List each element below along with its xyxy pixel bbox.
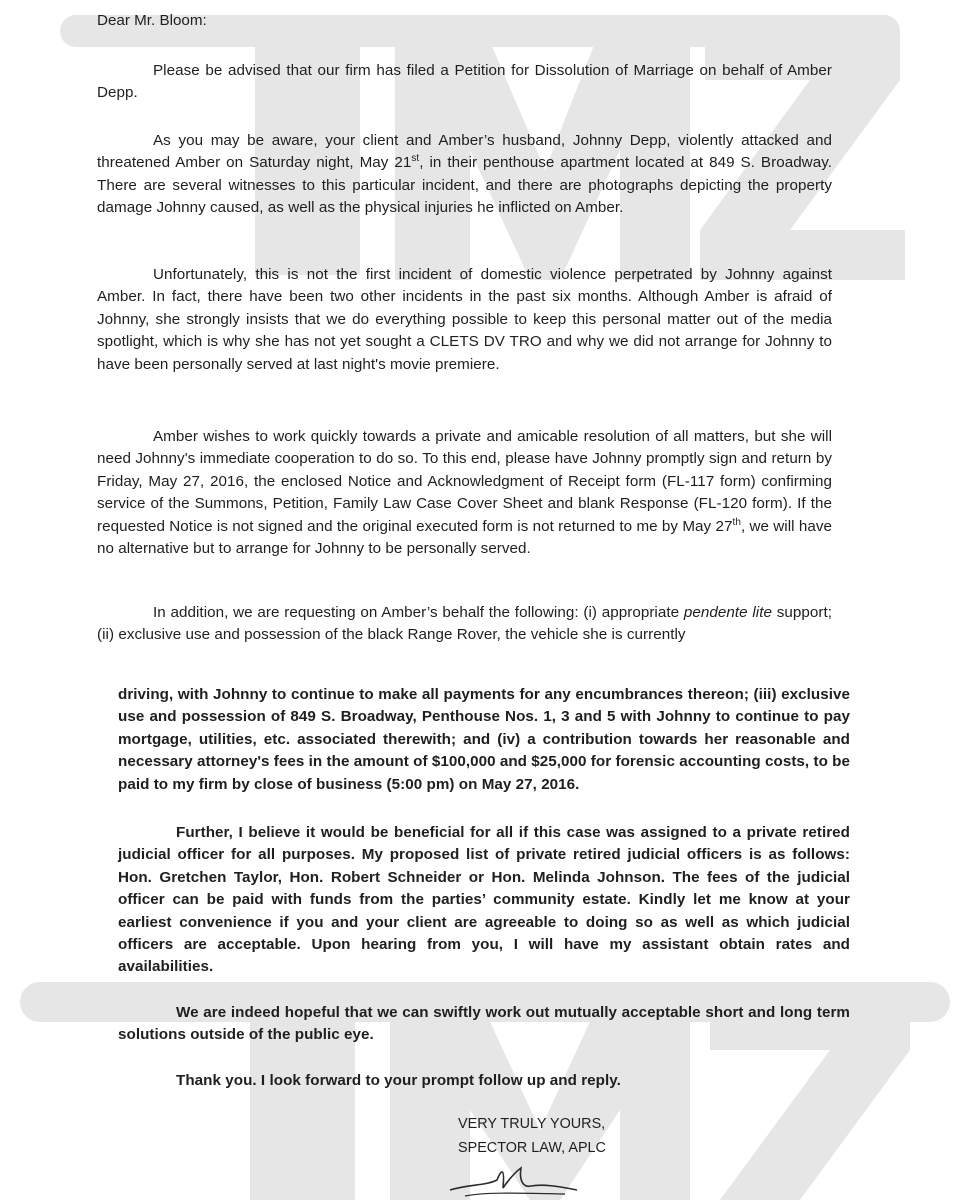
- paragraph-2-text-a: As you may be aware, your client and Amber’s husband, Johnny Depp, violently attacked and threatened Amber on Saturday night, May 21: [97, 132, 832, 172]
- paragraph-1-text: Please be advised that our firm has filed a Petition for Dissolution of Marriage on behalf of Amber Depp.: [97, 62, 832, 102]
- ordinal-suffix: st: [411, 153, 420, 165]
- paragraph-7: [118, 822, 850, 979]
- paragraph-4-text-b: , we will have no alternative but to arrange for Johnny to be personally served.: [97, 517, 832, 558]
- salutation: Dear Mr. Bloom:: [97, 12, 207, 29]
- paragraph-9: [118, 1070, 850, 1092]
- paragraph-4-text-a: Amber wishes to work quickly towards a private and amicable resolution of all matters, but she will need Johnny's immediate cooperation to do so. To this end, please have Johnny promptly sign and return by Friday, May 27, 2016, the enclosed Notice and Acknowledgment of Receipt form (FL-117 form) confirming service of the Summons, Petition, Family Law Case Cover Sheet and blank Response (FL-120 form). If the requested Notice is not signed and the original executed form is not returned to me by May 27: [97, 428, 832, 535]
- paragraph-8-text: We are indeed hopeful that we can swiftly work out mutually acceptable short and long term solutions outside of the public eye.: [118, 1004, 850, 1044]
- paragraph-4: [97, 426, 832, 560]
- paragraph-2-text-b: , in their penthouse apartment located at 849 S. Broadway. There are several witnesses to this particular incident, and there are photographs depicting the property damage Johnny caused, as well as the physical injuries he inflicted on Amber.: [97, 154, 832, 217]
- paragraph-3-text: Unfortunately, this is not the first incident of domestic violence perpetrated by Johnny against Amber. In fact, there have been two other incidents in the past six months. Although Amber is afraid of Johnny, she strongly insists that we do everything possible to keep this personal matter out of the media spotlight, which is why she has not yet sought a CLETS DV TRO and why we did not arrange for Johnny to have been personally served at last night's movie premiere.: [97, 266, 832, 373]
- signature-icon: [445, 1160, 585, 1200]
- paragraph-5: [97, 602, 832, 647]
- closing: VERY TRULY YOURS,: [458, 1116, 606, 1132]
- paragraph-5-italic: pendente lite: [683, 604, 772, 621]
- paragraph-9-text: Thank you. I look forward to your prompt follow up and reply.: [176, 1072, 621, 1089]
- paragraph-1: [97, 60, 832, 105]
- paragraph-5-text-a: In addition, we are requesting on Amber’s behalf the following: (i) appropriate: [153, 604, 684, 621]
- paragraph-7-text: Further, I believe it would be beneficial for all if this case was assigned to a private retired judicial officer for all purposes. My proposed list of private retired judicial officers is as follows: Hon. Gretchen Taylor, Hon. Robert Schneider or Hon. Melinda Johnson. The fees of the judicial officer can be paid with funds from the parties’ community estate. Kindly let me know at your earliest convenience if you and your client are agreeable to doing so as well as which judicial officers are acceptable. Upon hearing from you, I will have my assistant obtain rates and availabilities.: [118, 824, 850, 976]
- paragraph-2: [97, 130, 832, 220]
- paragraph-6: [118, 684, 850, 796]
- ordinal-suffix: th: [732, 516, 741, 528]
- paragraph-3: [97, 264, 832, 376]
- paragraph-6-text: driving, with Johnny to continue to make all payments for any encumbrances thereon; (iii) exclusive use and possession of 849 S. Broadway, Penthouse Nos. 1, 3 and 5 with Johnny to continue to pay mortgage, utilities, etc. associated therewith; and (iv) a contribution towards her reasonable and necessary attorney's fees in the amount of $100,000 and $25,000 for forensic accounting costs, to be paid to my firm by close of business (5:00 pm) on May 27, 2016.: [118, 686, 850, 793]
- paragraph-5-text-b: support; (ii) exclusive use and possession of the black Range Rover, the vehicle she is currently: [97, 604, 833, 644]
- firm-name: SPECTOR LAW, APLC: [458, 1140, 606, 1156]
- paragraph-8: [118, 1002, 850, 1047]
